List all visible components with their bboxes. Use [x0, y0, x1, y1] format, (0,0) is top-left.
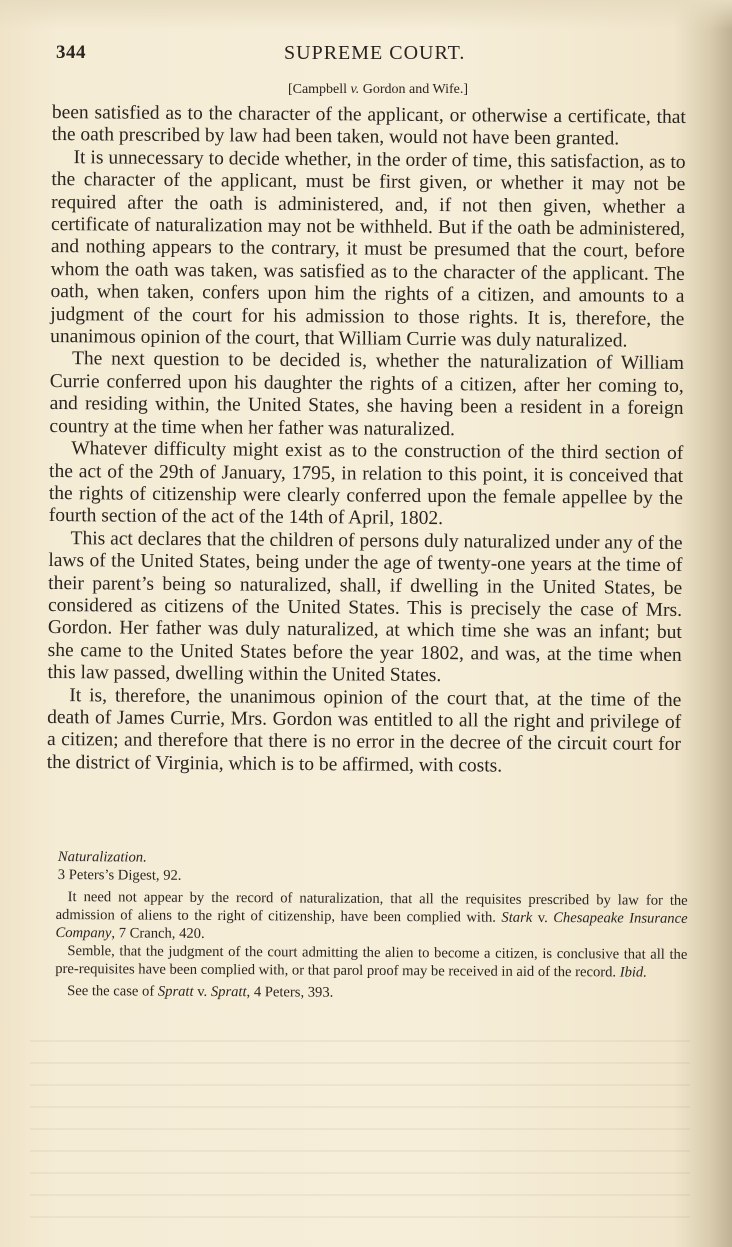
- paragraph: It is unnecessary to decide whether, in the order of time, this satisfaction, as to the character of the applicant, must be first given, or whether it may not be required after the oath is administered, and, if not then given, whether a certificate of naturalization may not be withheld. But if the oath be administered, and nothing appears to the contrary, it must be presumed that the court, before whom the oath was taken, was satisfied as to the character of the applicant. The oath, when taken, confers upon him the rights of a citizen, and amounts to a judgment of the court for his admission to those rights. It is, therefore, the unanimous opinion of the court, that William Currie was duly naturalized.: [50, 146, 686, 352]
- paragraph-continued: been satisfied as to the character of the applicant, or otherwise a certificate, that the oath prescribed by law had been taken, would not have been granted.: [51, 102, 686, 150]
- versus: v.: [193, 983, 211, 1000]
- case-name: Chesapeake Insurance Company: [55, 910, 688, 942]
- case-caption-suffix: Gordon and Wife.]: [359, 82, 469, 97]
- paragraph: Whatever difficulty might exist as to the construction of the third section of the act of the 29th of January, 1795, in relation to this point, it is conceived that the rights of citizenship were clearly conferred upon the female appellee by the fourth section of the act of the 14th of April, 1802.: [48, 438, 684, 530]
- paragraph: It is, therefore, the unanimous opinion of the court that, at the time of the death of James Currie, Mrs. Gordon was entitled to all the right and privilege of a citizen; and therefore that there is no error in the decree of the circuit court for the district of Virginia, which is to be affirmed, with costs.: [46, 684, 682, 777]
- note: [55, 942, 687, 982]
- reporter-notes: [55, 848, 688, 1004]
- note: [55, 982, 687, 1004]
- paragraph: This act declares that the children of persons duly naturalized under any of the laws of the United States, being under the age of twenty-one years at the time of their parent’s being so naturalized, shall, if dwelling in the United States, be considered as citizens of the United States. This is precisely the case of Mrs. Gordon. Her father was duly naturalized, at which time she was an infant; but she came to the United States before the year 1802, and was, at the time when this law passed, dwelling within the United States.: [47, 527, 683, 687]
- running-title: SUPREME COURT.: [284, 42, 466, 64]
- paragraph: The next question to be decided is, whether the naturalization of William Currie conferred upon his daughter the rights of a citizen, after her coming to, and residing within, the United States, she having been a resident in a foreign country at the time when her father was naturalized.: [49, 348, 685, 440]
- versus: v.: [532, 909, 554, 927]
- reverse-side-bleed-through: [30, 1040, 690, 1220]
- citation: , 7 Cranch, 420.: [111, 925, 205, 942]
- note-text: It need not appear by the record of naturalization, that all the requisites prescribed by law for the admission of aliens to the right of citizenship, have been complied with.: [55, 889, 688, 926]
- running-head: [56, 42, 656, 72]
- case-name: Spratt: [157, 983, 194, 1000]
- digest-reference: 3 Peters’s Digest, 92.: [57, 867, 182, 884]
- citation: , 4 Peters, 393.: [246, 984, 334, 1001]
- opinion-body: [47, 102, 686, 779]
- case-caption-prefix: [Campbell: [287, 82, 351, 97]
- case-name: Spratt: [210, 983, 247, 1001]
- notes-heading: Naturalization.: [57, 849, 147, 866]
- note: [55, 888, 687, 946]
- note-text: See the case of: [67, 983, 158, 1000]
- page-top-shadow: [0, 0, 732, 30]
- page-number: 344: [56, 42, 86, 63]
- ibid: Ibid.: [619, 964, 647, 981]
- case-name: Stark: [501, 909, 533, 926]
- case-caption-versus: v.: [350, 82, 360, 97]
- note-text: Semble, that the judgment of the court admitting the alien to become a citizen, is conclusive that all the pre-requisites have been complied with, or that parol proof may be received in aid of the record.: [55, 943, 688, 981]
- case-caption: [0, 82, 732, 98]
